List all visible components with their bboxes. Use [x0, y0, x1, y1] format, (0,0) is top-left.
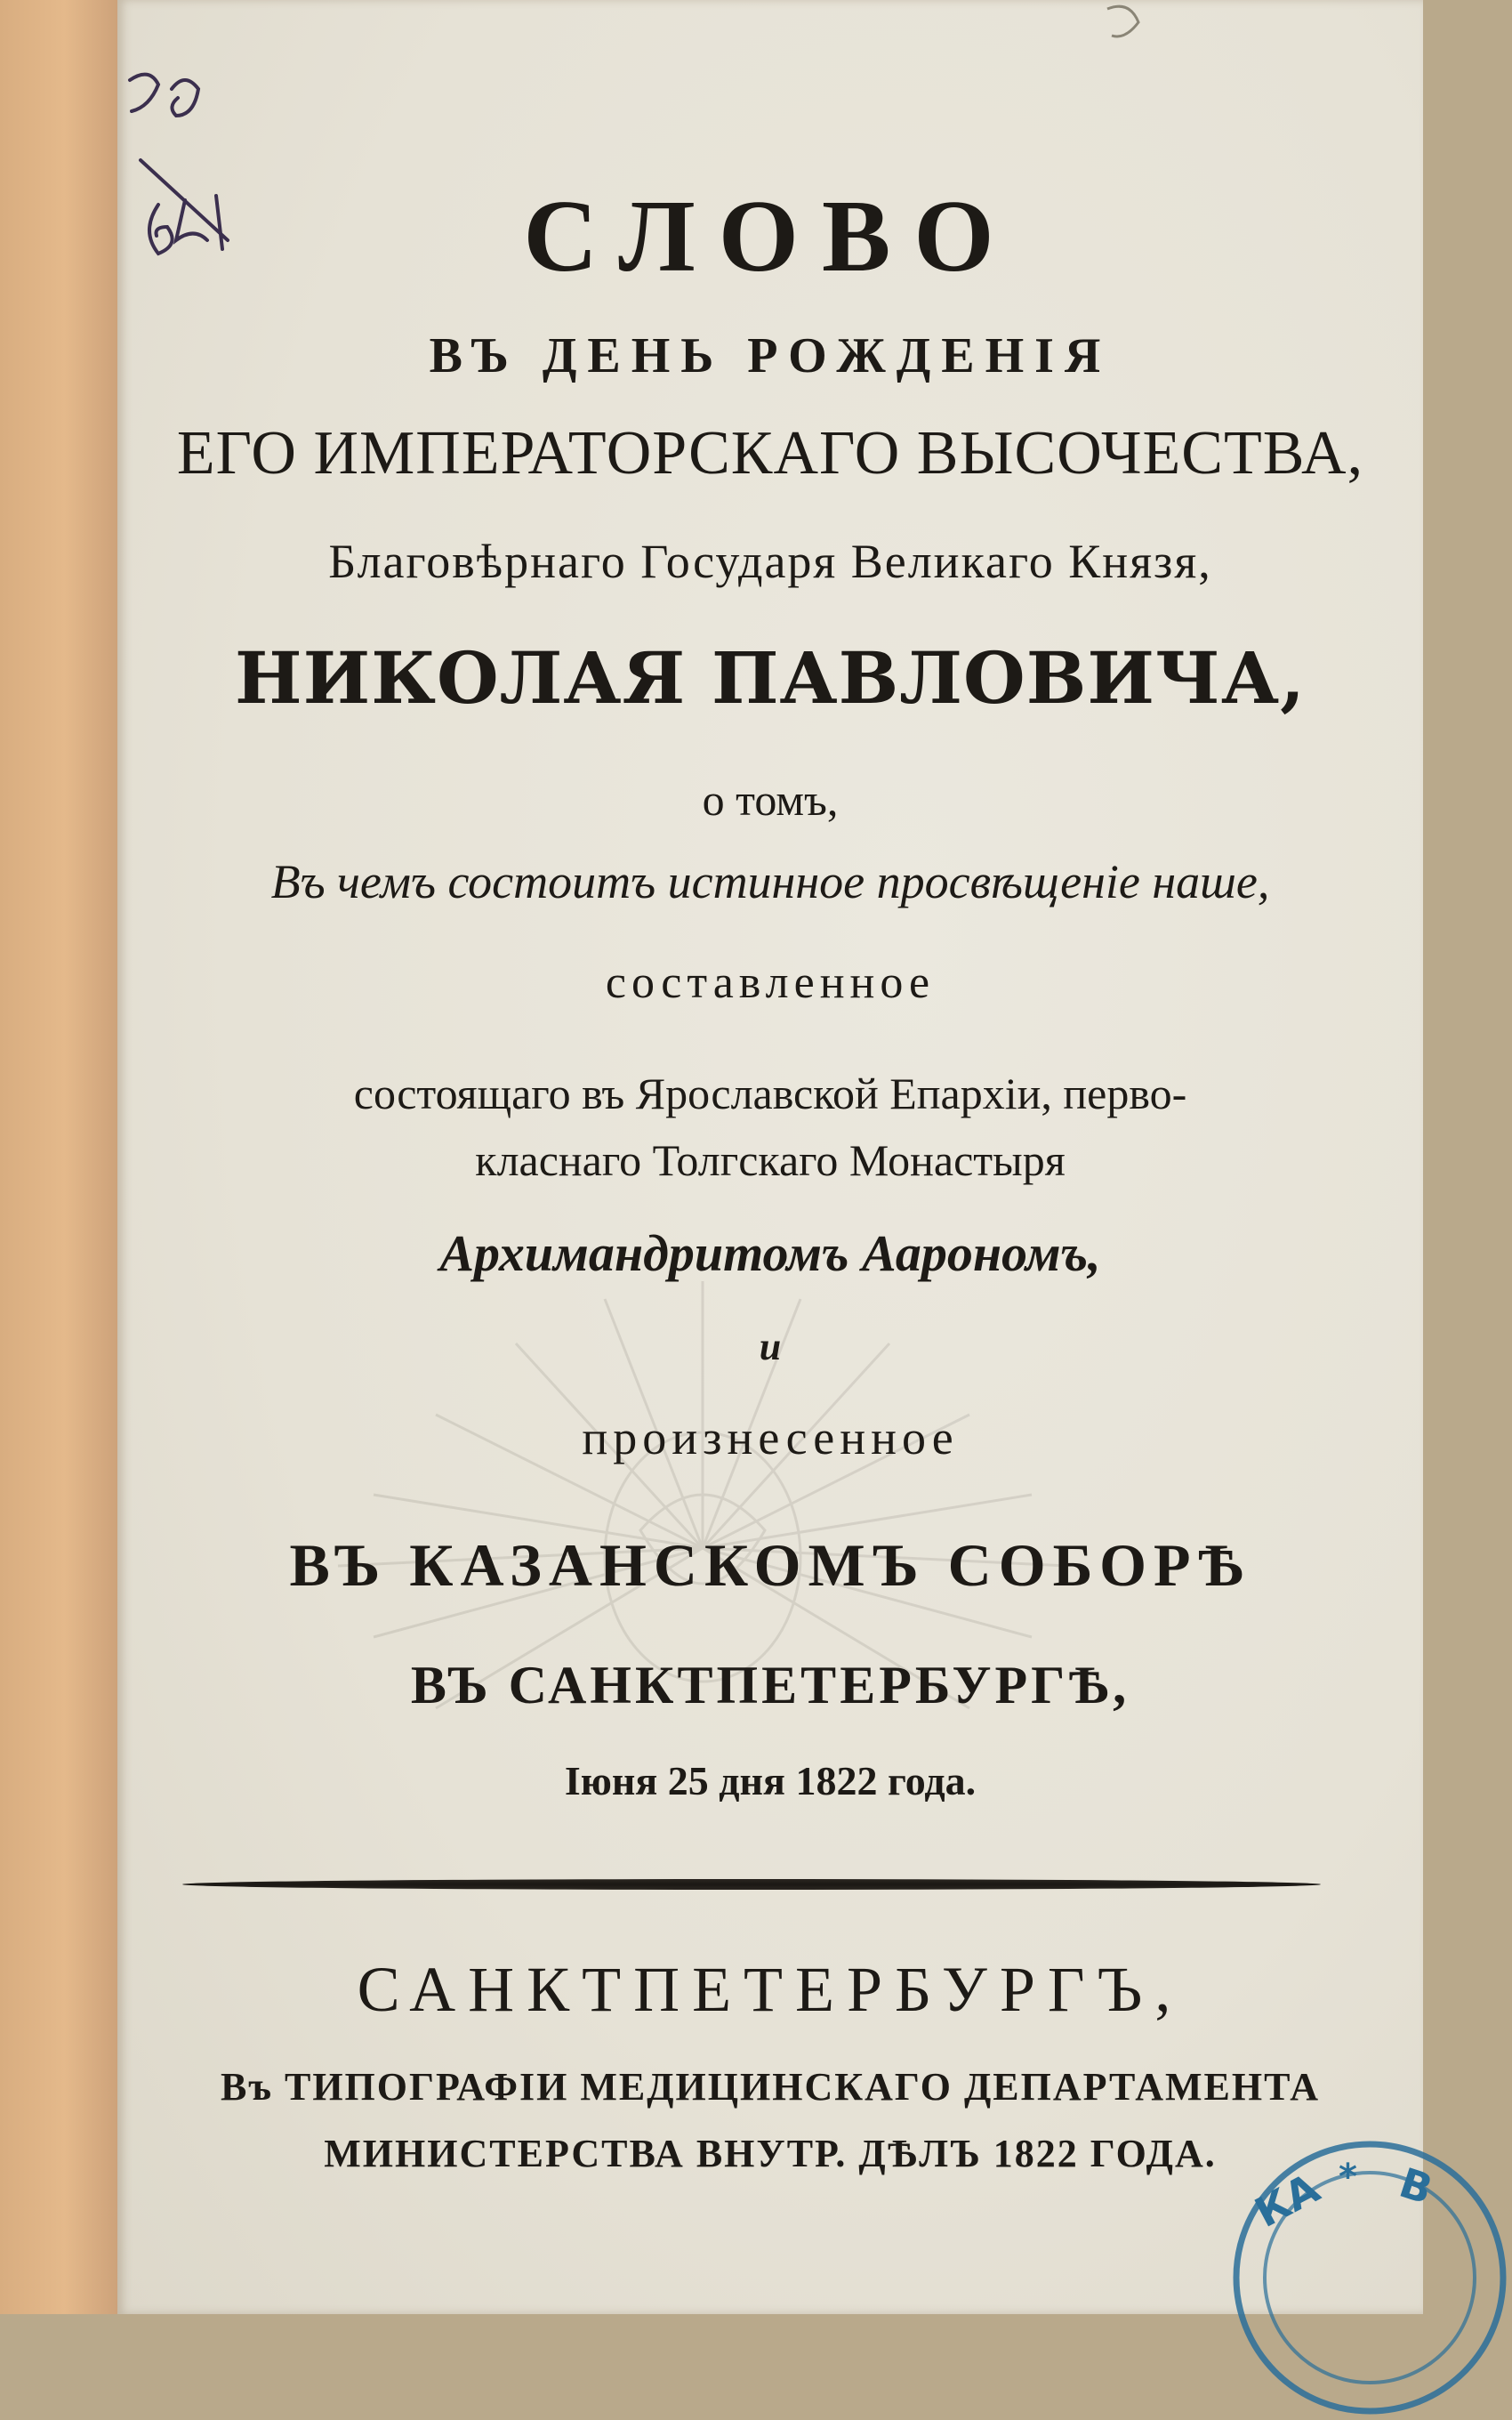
imprint-printer-line-1: Въ ТИПОГРАФІИ МЕДИЦИНСКАГО ДЕПАРТАМЕНТА [220, 2065, 1321, 2109]
svg-text:В: В [1394, 2158, 1439, 2214]
place-city: ВЪ САНКТПЕТЕРБУРГѢ, [410, 1656, 1130, 1714]
divider-rule [182, 1879, 1321, 1890]
subtitle-grand-duke: Благовѣрнаго Государя Великаго Князя, [328, 535, 1212, 588]
svg-text:*: * [1339, 2157, 1357, 2198]
pencil-mark-icon [1098, 0, 1161, 53]
author-line-2: класнаго Толгскаго Монастыря [475, 1135, 1066, 1185]
library-stamp-icon [1227, 2135, 1512, 2420]
subtitle-about: о томъ, [702, 775, 839, 825]
subtitle-composed: составленное [605, 957, 936, 1008]
author-name: Архимандритомъ Аарономъ, [439, 1224, 1101, 1282]
svg-text:КА: КА [1247, 2164, 1328, 2238]
subtitle-birthday: ВЪ ДЕНЬ РОЖДЕНІЯ [429, 328, 1112, 383]
binding-spine [0, 0, 117, 2314]
subtitle-highness: ЕГО ИМПЕРАТОРСКАГО ВЫСОЧЕСТВА, [176, 419, 1364, 488]
conjunction: и [759, 1325, 782, 1368]
author-line-1: состоящаго въ Ярославской Епархіи, перво- [353, 1069, 1187, 1118]
delivery-date: Іюня 25 дня 1822 года. [564, 1758, 977, 1803]
place-cathedral: ВЪ КАЗАНСКОМЪ СОБОРѢ [289, 1531, 1251, 1599]
subtitle-topic: Въ чемъ состоитъ истинное просвѣщеніе наше, [270, 855, 1270, 908]
subtitle-delivered: произнесенное [582, 1411, 959, 1464]
imprint-city: САНКТПЕТЕРБУРГЪ, [357, 1954, 1184, 2025]
subtitle-name: НИКОЛАЯ ПАВЛОВИЧА, [235, 636, 1306, 720]
book-title: СЛОВО [523, 180, 1017, 294]
imprint-printer-line-2: МИНИСТЕРСТВА ВНУТР. ДѢЛЪ 1822 ГОДА. [324, 2132, 1217, 2175]
